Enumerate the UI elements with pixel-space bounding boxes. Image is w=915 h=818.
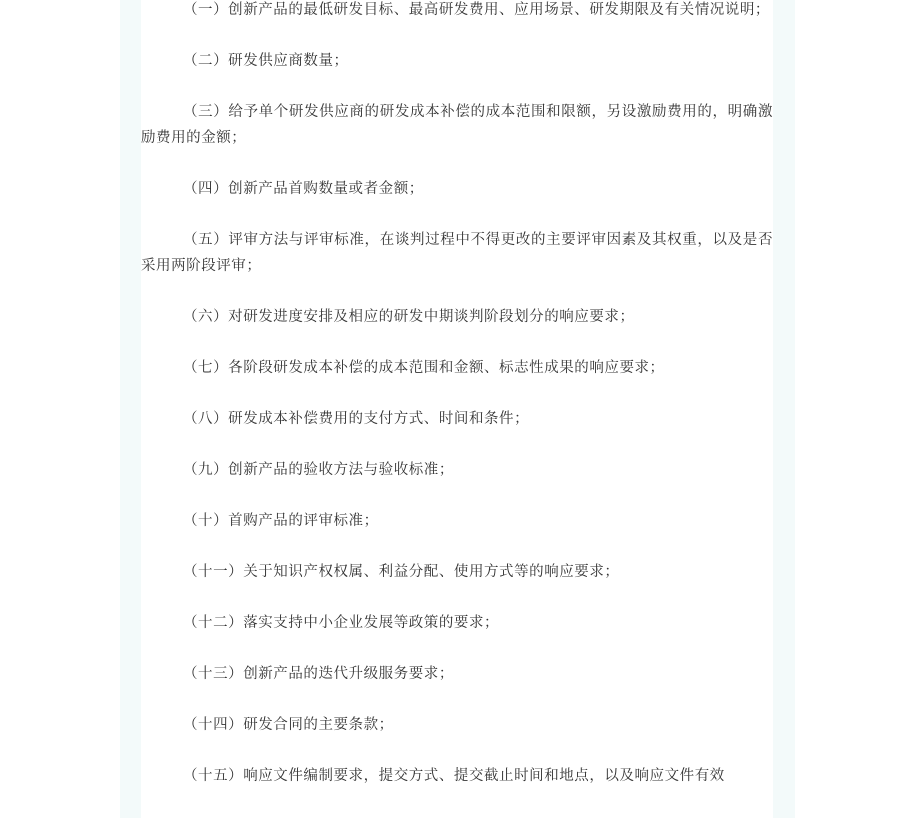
paragraph-item-8: （八）研发成本补偿费用的支付方式、时间和条件； — [183, 411, 530, 427]
paragraph-item-5: （五）评审方法与评审标准，在谈判过程中不得更改的主要评审因素及其权重，以及是否采用两阶段评审； — [141, 232, 773, 274]
paragraph-item-15: （十五）响应文件编制要求，提交方式、提交截止时间和地点，以及响应文件有效 — [183, 768, 725, 784]
paragraph-item-12: （十二）落实支持中小企业发展等政策的要求； — [183, 615, 500, 631]
paragraph-item-2: （二）研发供应商数量； — [183, 53, 349, 69]
document-content — [141, 0, 773, 818]
paragraph-item-7: （七）各阶段研发成本补偿的成本范围和金额、标志性成果的响应要求； — [183, 360, 665, 376]
paragraph-item-11: （十一）关于知识产权权属、利益分配、使用方式等的响应要求； — [183, 564, 620, 580]
paragraph-item-13: （十三）创新产品的迭代升级服务要求； — [183, 666, 454, 682]
document-body — [141, 0, 773, 814]
paragraph-item-6: （六）对研发进度安排及相应的研发中期谈判阶段划分的响应要求； — [183, 309, 635, 325]
paragraph-item-10: （十）首购产品的评审标准； — [183, 513, 379, 529]
paragraph-item-3: （三）给予单个研发供应商的研发成本补偿的成本范围和限额，另设激励费用的，明确激励费用的金额； — [141, 104, 773, 146]
paragraph-item-4: （四）创新产品首购数量或者金额； — [183, 181, 424, 197]
paragraph-item-9: （九）创新产品的验收方法与验收标准； — [183, 462, 454, 478]
paragraph-item-1: （一）创新产品的最低研发目标、最高研发费用、应用场景、研发期限及有关情况说明； — [183, 2, 770, 18]
paragraph-item-14: （十四）研发合同的主要条款； — [183, 717, 394, 733]
